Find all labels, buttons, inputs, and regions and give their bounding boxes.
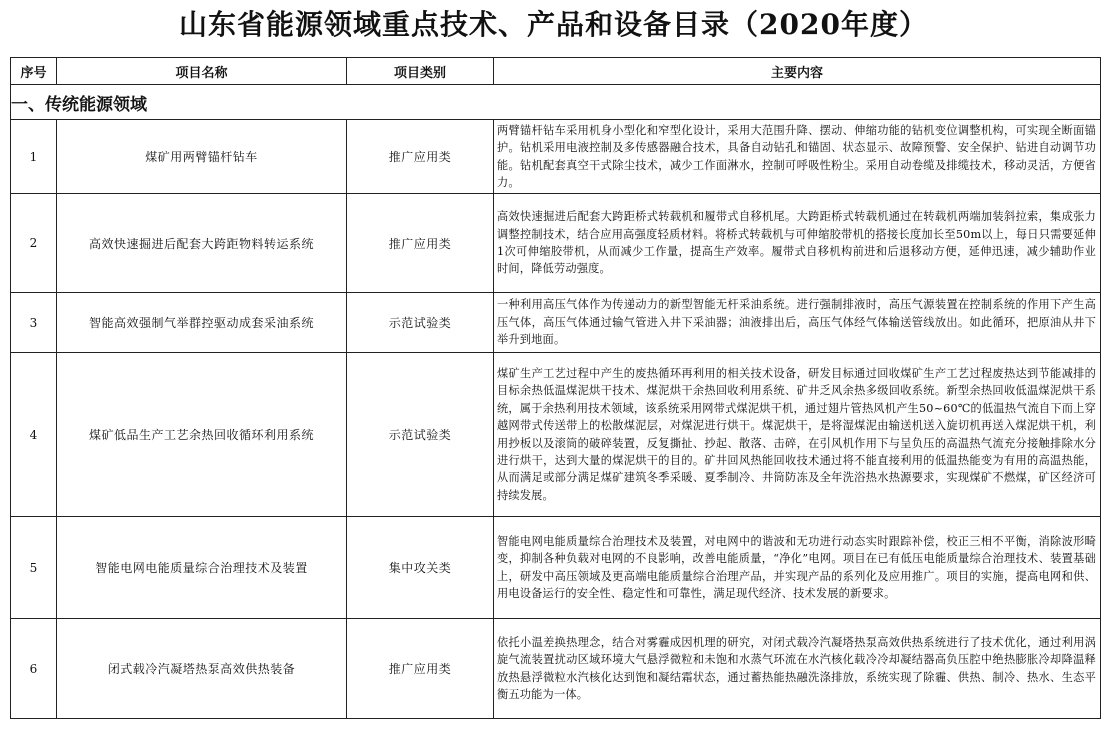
page-title: 山东省能源领域重点技术、产品和设备目录（2020年度） [179,8,928,41]
row-num: 1 [11,120,57,194]
table-row [11,194,1101,293]
header-category: 项目类别 [347,58,494,85]
row-name: 煤矿用两臂锚杆钻车 [57,120,347,194]
table-row [11,120,1101,194]
row-name: 闭式载冷汽凝塔热泵高效供热装备 [57,619,347,719]
row-content: 高效快速掘进后配套大跨距桥式转载机和履带式自移机尾。大跨距桥式转载机通过在转载机两端加装斜拉索，集成张力调整控制技术，结合应用高强度轻质材料。将桥式转载机与可伸缩胶带机的搭接长度加长至50m以上，每日只需要延伸1次可伸缩胶带机，从而减少工作量，提高生产效率。履带式自移机构前进和后退移动方便，延伸迅速，减少辅助作业时间，降低劳动强度。 [494,194,1101,293]
header-content: 主要内容 [494,58,1101,85]
row-name: 高效快速掘进后配套大跨距物料转运系统 [57,194,347,293]
row-content: 两臂锚杆钻车采用机身小型化和窄型化设计，采用大范围升降、摆动、伸缩功能的钻机变位调整机构，可实现全断面锚护。钻机采用电液控制及多传感器融合技术，具备自动钻孔和锚固、状态显示、故障预警、安全保护、钻进自动调节功能。钻机配套真空干式除尘技术，减少工作面淋水，控制可呼吸性粉尘。采用自动卷缆及排缆技术，移动灵活，方便省力。 [494,120,1101,194]
row-num: 3 [11,293,57,353]
row-category: 示范试验类 [347,293,494,353]
table-header-row [11,58,1101,85]
row-num: 2 [11,194,57,293]
table-row [11,619,1101,719]
row-category: 推广应用类 [347,194,494,293]
row-category: 示范试验类 [347,353,494,517]
row-num: 5 [11,517,57,619]
row-num: 6 [11,619,57,719]
table-row [11,293,1101,353]
header-name: 项目名称 [57,58,347,85]
table-row [11,517,1101,619]
section-title: 一、传统能源领域 [11,85,1101,120]
row-content: 煤矿生产工艺过程中产生的废热循环再利用的相关技术设备，研发目标通过回收煤矿生产工艺过程废热达到节能减排的目标余热低温煤泥烘干技术、煤泥烘干余热回收利用系统、矿井乏风余热多级回收系统。新型余热回收低温煤泥烘干系统，属于余热利用技术领域，该系统采用网带式煤泥烘干机，通过翅片管热风机产生50~60℃的低温热气流自下而上穿越网带式传送带上的松散煤泥层，对煤泥进行烘干。煤泥烘干，是将湿煤泥由输送机送入旋切机再送入煤泥烘干机，利用抄板以及滚筒的破碎装置，反复撕扯、抄起、散落、击碎，在引风机作用下与呈负压的高温热气流充分接触排除水分进行烘干，达到大量的煤泥烘干的目的。矿井回风热能回收技术通过将不能直接利用的低温热能变为有用的高温热能，从而满足或部分满足煤矿建筑冬季采暖、夏季制冷、井筒防冻及全年洗浴热水热源要求，实现煤矿不燃煤，矿区经济可持续发展。 [494,353,1101,517]
row-name: 煤矿低品生产工艺余热回收循环利用系统 [57,353,347,517]
row-category: 推广应用类 [347,120,494,194]
row-content: 智能电网电能质量综合治理技术及装置，对电网中的谐波和无功进行动态实时跟踪补偿，校正三相不平衡，消除波形畸变，抑制各种负载对电网的不良影响，改善电能质量，“净化”电网。项目在已有低压电能质量综合治理技术、装置基础上，研发中高压领域及更高端电能质量综合治理产品，并实现产品的系列化及应用推广。项目的实施，提高电网和供、用电设备运行的安全性、稳定性和可靠性，满足现代经济、技术发展的新要求。 [494,517,1101,619]
row-content: 依托小温差换热理念，结合对雾霾成因机理的研究，对闭式载冷汽凝塔热泵高效供热系统进行了技术优化，通过利用涡旋气流装置扰动区域环境大气悬浮微粒和未饱和水蒸气环流在水汽核化载冷冷却凝结器高负压腔中绝热膨胀冷却降温释放热悬浮微粒水汽核化达到饱和凝结霜状态，通过蓄热能热融洗涤排放，系统实现了除霾、供热、制冷、热水、生态平衡五功能为一体。 [494,619,1101,719]
row-category: 集中攻关类 [347,517,494,619]
section-row [11,85,1101,120]
row-name: 智能高效强制气举群控驱动成套采油系统 [57,293,347,353]
row-category: 推广应用类 [347,619,494,719]
table-row [11,353,1101,517]
row-content: 一种利用高压气体作为传递动力的新型智能无杆采油系统。进行强制排液时，高压气源装置在控制系统的作用下产生高压气体，高压气体通过输气管进入井下采油器；油液排出后，高压气体经气体输送管线放出。如此循环，把原油从井下举升到地面。 [494,293,1101,353]
row-name: 智能电网电能质量综合治理技术及装置 [57,517,347,619]
header-num: 序号 [11,58,57,85]
catalog-table [10,57,1101,719]
row-num: 4 [11,353,57,517]
